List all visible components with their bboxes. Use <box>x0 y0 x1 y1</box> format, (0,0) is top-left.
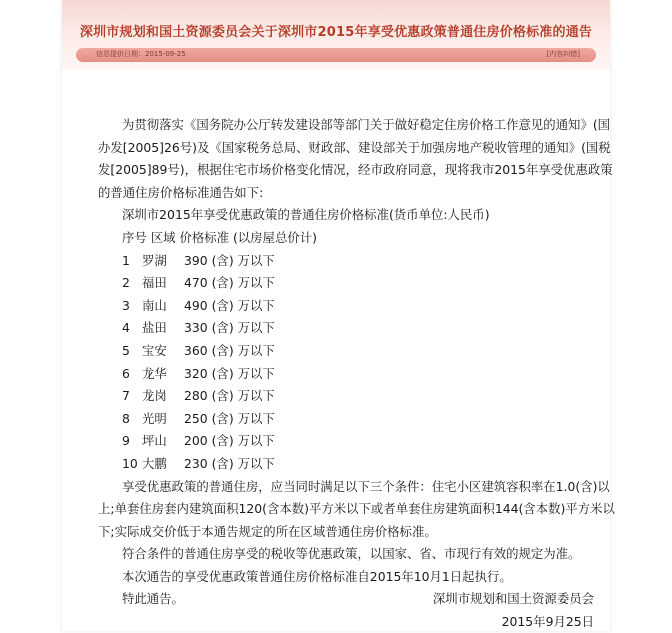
row-number: 2 <box>122 275 130 291</box>
intro-line: 的普通住房价格标准通告如下: <box>98 184 264 200</box>
table-row <box>98 363 600 386</box>
date-value: 2015-09-25 <box>145 50 186 58</box>
row-number: 4 <box>122 320 130 336</box>
row-area: 大鹏 <box>142 455 167 471</box>
row-area: 盐田 <box>142 320 167 336</box>
row-area: 南山 <box>142 297 167 313</box>
intro-line: 办发[2005]26号)及《国家税务总局、财政部、建设部关于加强房地产税收管理的通知》(国税 <box>98 139 611 155</box>
intro-line: 为贯彻落实《国务院办公厅转发建设部等部门关于做好稳定住房价格工作意见的通知》(国 <box>122 117 611 132</box>
effective-line: 本次通告的享受优惠政策普通住房价格标准自2015年10月1日起执行。 <box>122 568 512 584</box>
condition-line: 享受优惠政策的普通住房，应当同时满足以下三个条件：住宅小区建筑容积率在1.0(含)以 <box>122 478 610 494</box>
row-price: 490 (含) 万以下 <box>184 297 275 313</box>
row-number: 10 <box>122 455 138 471</box>
table-row <box>98 295 600 318</box>
condition-line: 下;实际成交价低于本通告规定的所在区域普通住房价格标准。 <box>98 523 437 539</box>
row-price: 360 (含) 万以下 <box>184 342 275 358</box>
date-label: 信息提供日期： <box>96 50 145 58</box>
row-area: 福田 <box>142 275 167 291</box>
table-row <box>98 340 600 363</box>
table-row <box>98 317 600 340</box>
condition-line: 上;单套住房套内建筑面积120(含本数)平方米以下或者单套住房建筑面积144(含本数)平方米以 <box>98 501 615 517</box>
notice-title: 深圳市规划和国土资源委员会关于深圳市2015年享受优惠政策普通住房价格标准的通告 <box>79 25 593 40</box>
row-price: 320 (含) 万以下 <box>184 365 275 381</box>
row-price: 330 (含) 万以下 <box>184 320 275 336</box>
error-report-link[interactable]: [内容纠错] <box>546 50 580 58</box>
tax-line: 符合条件的普通住房享受的税收等优惠政策，以国家、省、市现行有效的规定为准。 <box>122 546 581 562</box>
signature-date: 2015年9月25日 <box>501 613 594 629</box>
row-price: 230 (含) 万以下 <box>184 455 275 471</box>
row-number: 7 <box>122 388 130 404</box>
row-area: 罗湖 <box>142 252 167 268</box>
table-row <box>98 272 600 295</box>
row-area: 龙岗 <box>142 388 167 404</box>
table-row <box>98 408 600 431</box>
notice-header <box>62 0 610 70</box>
table-row <box>98 250 600 273</box>
row-number: 5 <box>122 342 130 358</box>
row-area: 宝安 <box>142 342 167 358</box>
closing-line: 特此通告。 <box>122 591 184 607</box>
meta-bar <box>76 48 596 62</box>
table-header: 序号 区域 价格标准 (以房屋总价计) <box>122 229 317 245</box>
row-price: 390 (含) 万以下 <box>184 252 275 268</box>
row-number: 9 <box>122 433 130 449</box>
intro-line: 发[2005]89号)，根据住宅市场价格变化情况，经市政府同意，现将我市2015年享受优惠政策 <box>98 162 613 178</box>
notice-body <box>98 114 615 611</box>
row-area: 光明 <box>142 410 167 426</box>
row-number: 1 <box>122 252 130 268</box>
row-price: 200 (含) 万以下 <box>184 433 275 449</box>
row-price: 250 (含) 万以下 <box>184 410 275 426</box>
notice-page <box>62 0 615 631</box>
table-row <box>98 430 600 453</box>
table-row <box>98 385 600 408</box>
table-row <box>98 453 600 476</box>
row-number: 3 <box>122 297 130 313</box>
row-area: 龙华 <box>142 365 167 381</box>
row-number: 6 <box>122 365 130 381</box>
row-price: 280 (含) 万以下 <box>184 388 275 404</box>
publish-date <box>96 49 186 59</box>
signature <box>433 588 594 633</box>
row-number: 8 <box>122 410 130 426</box>
table-title: 深圳市2015年享受优惠政策的普通住房价格标准(货币单位:人民币) <box>122 207 490 223</box>
signature-org: 深圳市规划和国土资源委员会 <box>432 591 594 606</box>
row-price: 470 (含) 万以下 <box>184 275 275 291</box>
row-area: 坪山 <box>142 433 167 449</box>
